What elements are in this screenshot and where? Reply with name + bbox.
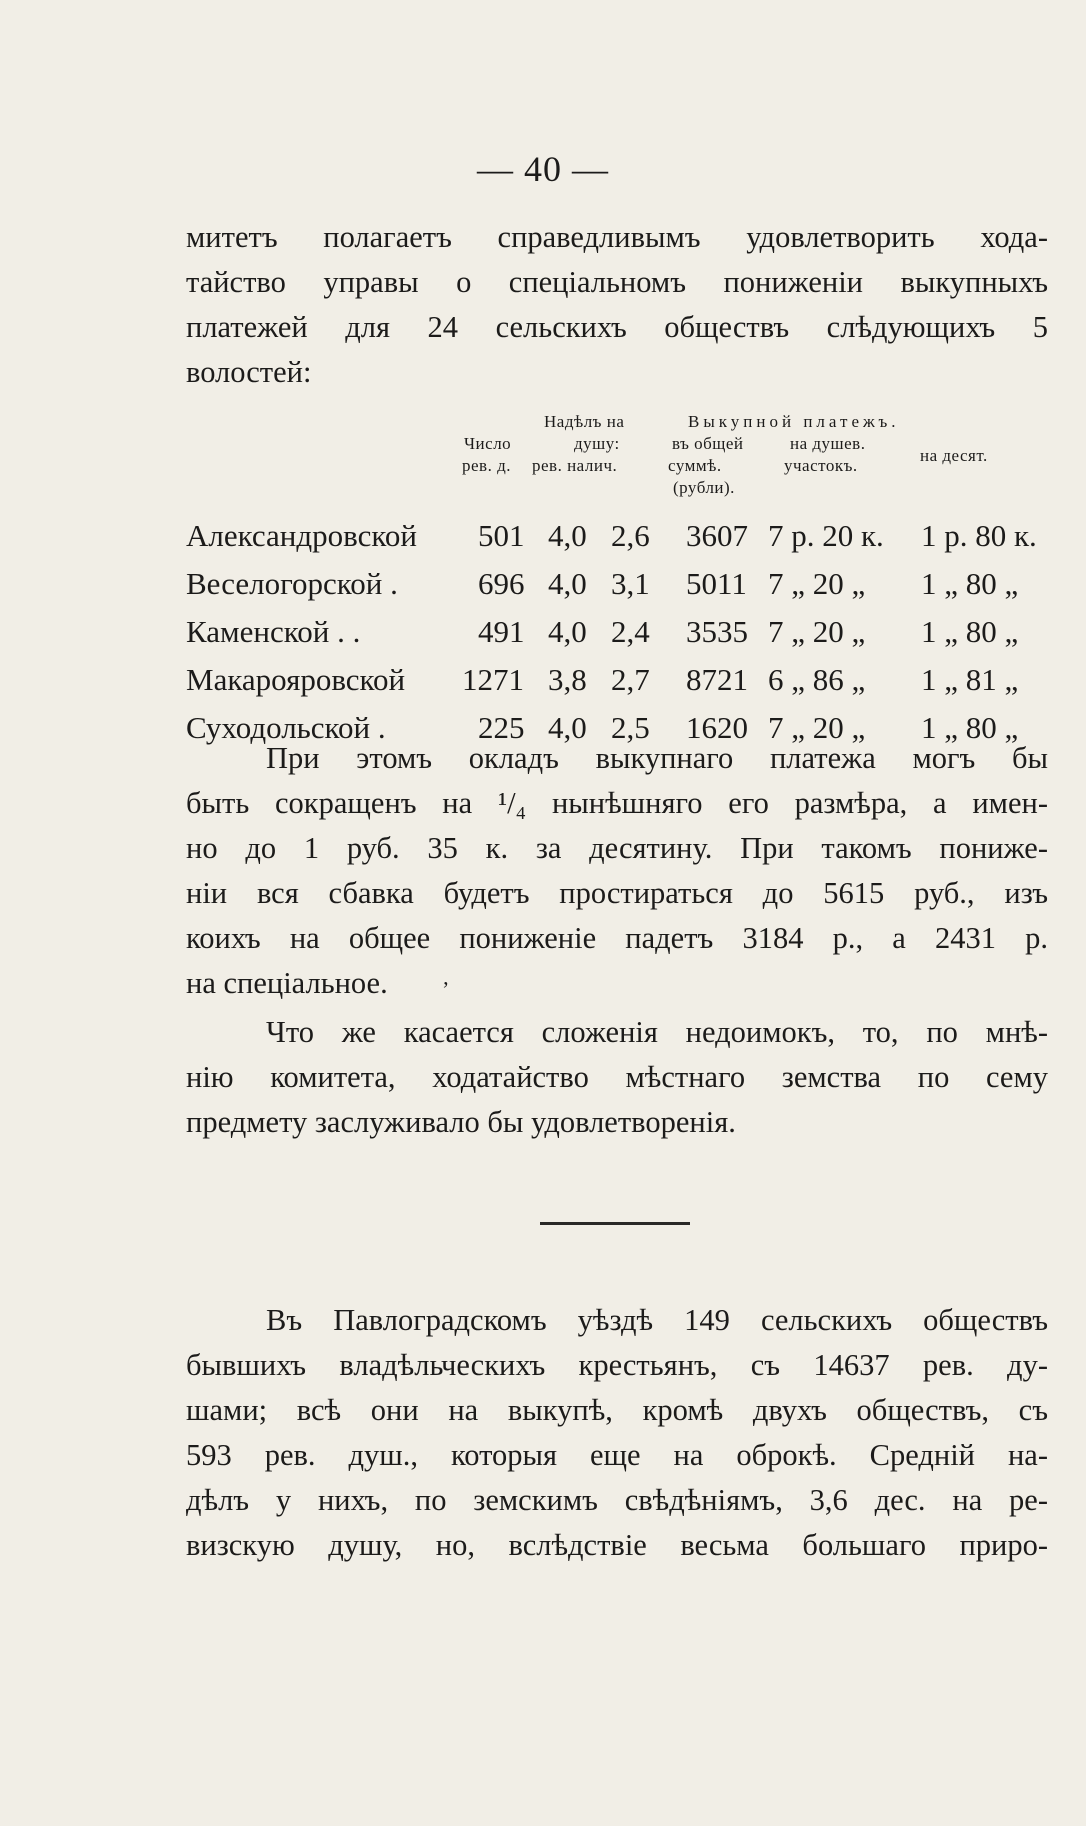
header-vykup: Выкупной платежъ. (688, 412, 900, 431)
table-header (186, 410, 1048, 510)
payment-sum: 5011 (686, 566, 747, 601)
souls: 491 (478, 614, 525, 649)
text-line: 593 рев. душ., которыя еще на оброкѣ. Средній на- (186, 1438, 1048, 1472)
souls: 696 (478, 566, 525, 601)
payment-per-desyat: 1 р. 80 к. (921, 518, 1037, 553)
section-divider (540, 1222, 690, 1225)
volost-table (186, 512, 1048, 752)
nadel-rev: 4,0 (548, 710, 587, 745)
souls: 1271 (462, 662, 524, 697)
text-line: При этомъ окладъ выкупнаго платежа могъ бы (266, 741, 1048, 775)
header-rev-d: рев. д. (462, 456, 511, 475)
text-line: бывшихъ владѣльческихъ крестьянъ, съ 14637 рев. ду- (186, 1348, 1048, 1382)
payment-sum: 3607 (686, 518, 748, 553)
header-na-desyat: на десят. (920, 446, 988, 465)
text-line: предмету заслуживало бы удовлетворенія. (186, 1105, 736, 1139)
text-line: ніи вся сбавка будетъ простираться до 5615 руб., изъ (186, 876, 1048, 910)
payment-per-soul: 6 „ 86 „ (768, 662, 866, 697)
text-line: дѣлъ у нихъ, по земскимъ свѣдѣніямъ, 3,6 дес. на ре- (186, 1483, 1048, 1517)
nadel-rev: 4,0 (548, 566, 587, 601)
paragraph-reduction (186, 736, 1048, 1006)
header-rev-nalich: рев. налич. (532, 456, 618, 475)
payment-per-soul: 7 „ 20 „ (768, 614, 866, 649)
table-row (186, 656, 1048, 704)
nadel-nal: 2,5 (611, 710, 650, 745)
text-line: волостей: (186, 355, 312, 389)
volost-name: Веселогорской . (186, 566, 398, 601)
payment-sum: 3535 (686, 614, 748, 649)
text-line: Въ Павлоградскомъ уѣздѣ 149 сельскихъ обществъ (266, 1303, 1048, 1337)
souls: 501 (478, 518, 525, 553)
text-line: коихъ на общее пониженіе падетъ 3184 р., а 2431 р. (186, 921, 1048, 955)
text-line: визскую душу, но, вслѣдствіе весьма большаго приро- (186, 1528, 1048, 1562)
payment-per-soul: 7 р. 20 к. (768, 518, 884, 553)
volost-name: Александровской (186, 518, 417, 553)
volost-name: Макарояровской (186, 662, 406, 697)
payment-per-desyat: 1 „ 80 „ (921, 614, 1019, 649)
souls: 225 (478, 710, 525, 745)
payment-per-soul: 7 „ 20 „ (768, 566, 866, 601)
text-line: на спеціальное. (186, 966, 388, 1000)
table-row (186, 560, 1048, 608)
payment-per-soul: 7 „ 20 „ (768, 710, 866, 745)
nadel-nal: 2,6 (611, 518, 650, 553)
text-line: быть сокращенъ на ¹/₄ нынѣшняго его размѣра, а имен- (186, 786, 1048, 820)
volost-name: Каменской . . (186, 614, 361, 649)
table-row (186, 512, 1048, 560)
nadel-nal: 3,1 (611, 566, 650, 601)
header-summe: суммѣ. (668, 456, 722, 475)
payment-sum: 8721 (686, 662, 748, 697)
paragraph-pavlograd (186, 1298, 1048, 1568)
text-line: платежей для 24 сельскихъ обществъ слѣдующихъ 5 (186, 310, 1048, 344)
header-chislo: Число (464, 434, 512, 453)
header-v-obshchei: въ общей (672, 434, 744, 453)
header-dushu: душу: (574, 434, 620, 453)
text-line: Что же касается сложенія недоимокъ, то, по мнѣ- (266, 1015, 1048, 1049)
header-rubli: (рубли). (673, 478, 735, 497)
nadel-rev: 3,8 (548, 662, 587, 697)
text-line: тайство управы о спеціальномъ пониженіи выкупныхъ (186, 265, 1048, 299)
nadel-rev: 4,0 (548, 518, 587, 553)
text-line: шами; всѣ они на выкупѣ, кромѣ двухъ обществъ, съ (186, 1393, 1048, 1427)
payment-sum: 1620 (686, 710, 748, 745)
payment-per-desyat: 1 „ 80 „ (921, 710, 1019, 745)
stray-mark: ʼ (442, 977, 450, 1002)
header-nadel: Надѣлъ на (544, 412, 625, 431)
payment-per-desyat: 1 „ 81 „ (921, 662, 1019, 697)
nadel-nal: 2,4 (611, 614, 650, 649)
header-na-dushev: на душев. (790, 434, 866, 453)
paragraph-arrears (186, 1010, 1048, 1145)
table-row (186, 608, 1048, 656)
nadel-nal: 2,7 (611, 662, 650, 697)
text-line: митетъ полагаетъ справедливымъ удовлетворить хода- (186, 220, 1048, 254)
nadel-rev: 4,0 (548, 614, 587, 649)
payment-per-desyat: 1 „ 80 „ (921, 566, 1019, 601)
text-line: но до 1 руб. 35 к. за десятину. При такомъ пониже- (186, 831, 1048, 865)
volost-name: Суходольской . (186, 710, 386, 745)
paragraph-intro (186, 215, 1048, 395)
page-number: — 40 — (477, 149, 609, 189)
header-uchastok: участокъ. (784, 456, 858, 475)
text-line: нію комитета, ходатайство мѣстнаго земства по сему (186, 1060, 1048, 1094)
